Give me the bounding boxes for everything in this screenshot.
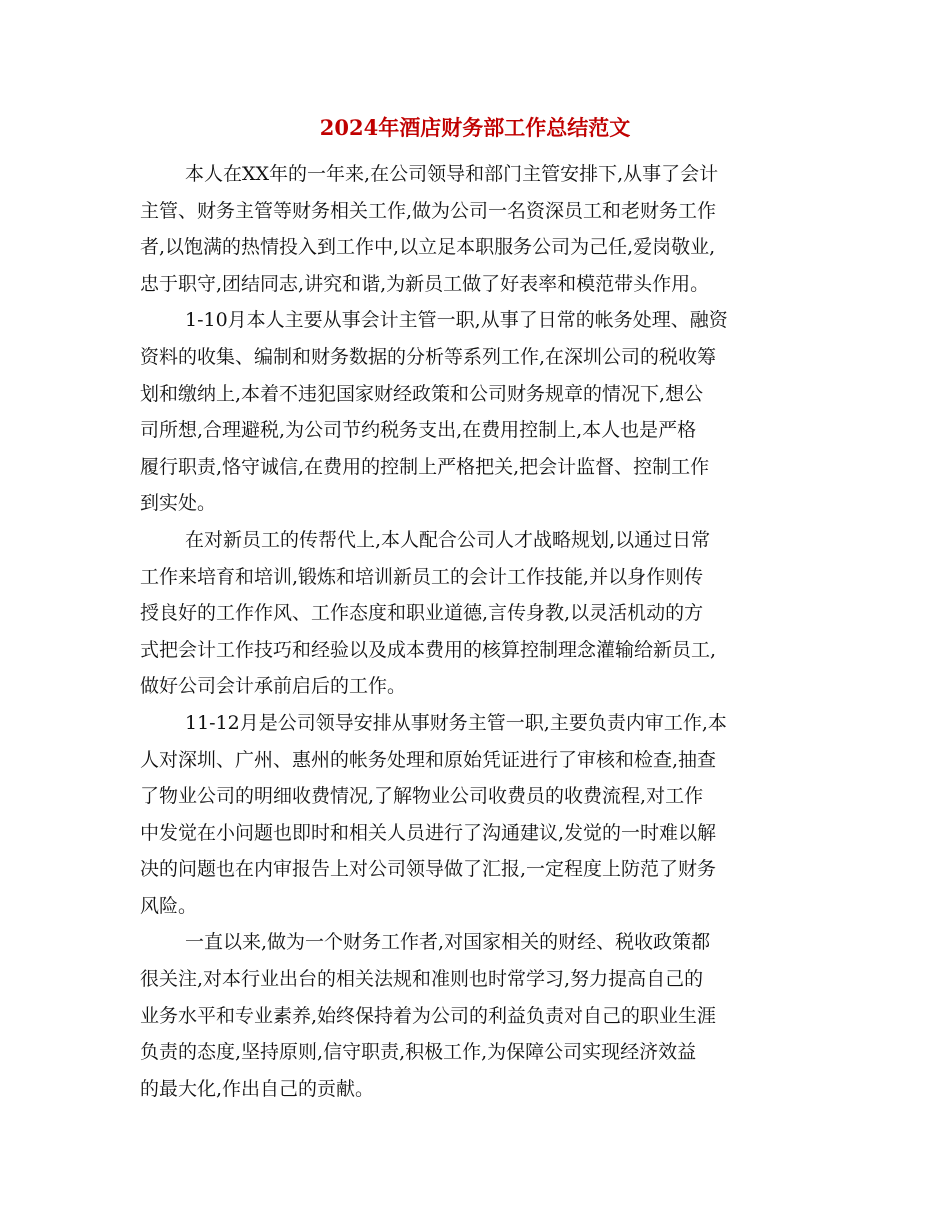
paragraph-line: 到实处。 xyxy=(140,492,217,515)
paragraph-line: 决的问题也在内审报告上对公司领导做了汇报,一定程度上防范了财务 xyxy=(140,858,717,881)
paragraph-line: 主管、财务主管等财务相关工作,做为公司一名资深员工和老财务工作 xyxy=(140,199,717,222)
paragraph-line: 业务水平和专业素养,始终保持着为公司的利益负责对自己的职业生涯 xyxy=(140,1004,717,1027)
paragraph-line: 1-10月本人主要从事会计主管一职,从事了日常的帐务处理、融资 xyxy=(185,309,728,332)
paragraph-line: 很关注,对本行业出台的相关法规和准则也时常学习,努力提高自己的 xyxy=(140,968,704,991)
paragraph xyxy=(140,302,812,522)
paragraph-line: 在对新员工的传帮代上,本人配合公司人才战略规划,以通过日常 xyxy=(185,528,711,551)
paragraph-line: 工作来培育和培训,锻炼和培训新员工的会计工作技能,并以身作则传 xyxy=(140,565,704,588)
paragraph-line: 一直以来,做为一个财务工作者,对国家相关的财经、税收政策都 xyxy=(185,931,711,954)
paragraph-line: 者,以饱满的热情投入到工作中,以立足本职服务公司为己任,爱岗敬业, xyxy=(140,236,716,259)
paragraph-line: 司所想,合理避税,为公司节约税务支出,在费用控制上,本人也是严格 xyxy=(140,419,697,442)
paragraph-line: 本人在XX年的一年来,在公司领导和部门主管安排下,从事了会计 xyxy=(185,163,719,185)
paragraph xyxy=(140,156,812,302)
paragraph-line: 做好公司会计承前启后的工作。 xyxy=(140,675,407,698)
paragraph xyxy=(140,924,812,1107)
paragraph-line: 风险。 xyxy=(140,894,198,917)
paragraph-line: 中发觉在小问题也即时和相关人员进行了沟通建议,发觉的一时难以解 xyxy=(140,821,717,844)
paragraph-line: 11-12月是公司领导安排从事财务主管一职,主要负责内审工作,本 xyxy=(185,711,727,734)
paragraph-line: 的最大化,作出自己的贡献。 xyxy=(140,1077,375,1100)
paragraph xyxy=(140,705,812,925)
page-title: 2024年酒店财务部工作总结范文 xyxy=(319,115,631,140)
paragraph-line: 人对深圳、广州、惠州的帐务处理和原始凭证进行了审核和检查,抽查 xyxy=(140,748,717,771)
document-body xyxy=(140,156,812,1107)
paragraph-line: 资料的收集、编制和财务数据的分析等系列工作,在深圳公司的税收筹 xyxy=(140,345,717,368)
paragraph-line: 授良好的工作作风、工作态度和职业道德,言传身教,以灵活机动的方 xyxy=(140,602,704,625)
paragraph xyxy=(140,522,812,705)
paragraph-line: 负责的态度,坚持原则,信守职责,积极工作,为保障公司实现经济效益 xyxy=(140,1041,697,1064)
paragraph-line: 忠于职守,团结同志,讲究和谐,为新员工做了好表率和模范带头作用。 xyxy=(140,272,710,295)
paragraph-line: 履行职责,恪守诚信,在费用的控制上严格把关,把会计监督、控制工作 xyxy=(140,455,710,478)
paragraph-line: 式把会计工作技巧和经验以及成本费用的核算控制理念灌输给新员工, xyxy=(140,638,717,661)
paragraph-line: 划和缴纳上,本着不违犯国家财经政策和公司财务规章的情况下,想公 xyxy=(140,382,704,405)
paragraph-line: 了物业公司的明细收费情况,了解物业公司收费员的收费流程,对工作 xyxy=(140,785,704,808)
